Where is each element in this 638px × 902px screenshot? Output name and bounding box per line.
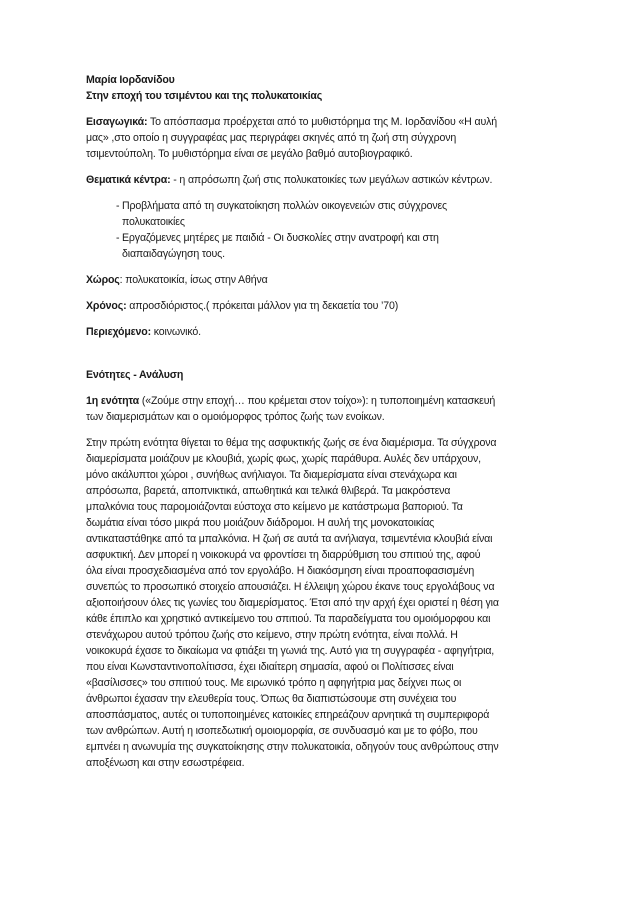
time-text: απροσδιόριστος.( πρόκειται μάλλον για τη δεκαετία του ’70) <box>126 300 399 312</box>
place-line <box>86 272 578 288</box>
analysis-line: στενάχωρου αυτού τρόπου ζωής στο κείμενο, στην πρώτη ενότητα, είναι πολλά. Η <box>86 629 458 641</box>
analysis-line: Στην πρώτη ενότητα θίγεται το θέμα της ασφυκτικής ζωής σε ένα διαμέρισμα. Τα σύγχρονα <box>86 437 497 449</box>
intro-line-1 <box>86 114 578 130</box>
analysis-line: των ανθρώπων. Αυτή η ισοπεδωτική ομοιομορφία, σε συνδυασμό και με το φόβο, που <box>86 725 478 737</box>
intro-section <box>86 114 578 162</box>
list-item <box>86 230 578 262</box>
analysis-line: όλα είναι προσχεδιασμένα από τον εργολάβο. Η διακόσμηση είναι προαποφασισμένη <box>86 565 475 577</box>
list-item-line-1: Προβλήματα από τη συγκατοίκηση πολλών οικογενειών στις σύγχρονες <box>122 200 447 212</box>
document-title: Στην εποχή του τσιμέντου και της πολυκατοικίας <box>86 90 323 102</box>
content-text: κοινωνικό. <box>151 326 201 338</box>
list-item-line-1: Εργαζόμενες μητέρες με παιδιά - Οι δυσκολίες στην ανατροφή και στη <box>122 232 439 244</box>
dash-bullet: - <box>116 200 120 212</box>
analysis-line: ασφυκτική. Δεν μπορεί η νοικοκυρά να φροντίσει τη διαρρύθμιση του σπιτιού της, αφού <box>86 549 481 561</box>
dash-bullet: - <box>116 232 120 244</box>
analysis-line: «βασίλισσες» του σπιτιού τους. Με ειρωνικό τρόπο η αφηγήτρια μας δείχνει πως οι <box>86 677 462 689</box>
content-line <box>86 324 578 340</box>
list-item <box>86 198 578 230</box>
analysis-line: που είναι Κωνσταντινοπολίτισσα, έχει ιδιαίτερη σημασία, αφού οι Πολίτισσες είναι <box>86 661 454 673</box>
section-1-text: («Ζούμε στην εποχή… που κρέμεται στον τοίχο»): η τυποποιημένη κατασκευή <box>139 395 496 407</box>
themes-list <box>86 198 578 262</box>
author-name: Μαρία Ιορδανίδου <box>86 74 175 86</box>
analysis-line: άνθρωποι έχασαν την ελευθερία τους. Όπως θα διαπιστώσουμε στη συνέχεια του <box>86 693 457 705</box>
themes-section <box>86 172 578 262</box>
analysis-line: απρόσωπα, βαρετά, αποπνικτικά, απωθητικά και τελικά θλιβερά. Τα μακρόστενα <box>86 485 451 497</box>
sections-heading: Ενότητες - Ανάλυση <box>86 369 184 381</box>
section-1-line-2: των διαμερισμάτων και ο ομοιόμορφος τρόπος ζωής των ενοίκων. <box>86 411 385 423</box>
intro-line-2: μας» ,στο οποίο η συγγραφέας μας περιγράφει σκηνές από τη ζωή στη σύγχρονη <box>86 132 457 144</box>
list-item-line-2: διαπαιδαγώγηση τους. <box>122 248 225 260</box>
themes-text: - η απρόσωπη ζωή στις πολυκατοικίες των μεγάλων αστικών κέντρων. <box>170 174 493 186</box>
analysis-line: διαμερίσματα μοιάζουν με κλουβιά, χωρίς φως, χωρίς παράθυρα. Αυλές δεν υπάρχουν, <box>86 453 481 465</box>
place-text: : πολυκατοικία, ίσως στην Αθήνα <box>119 274 268 286</box>
analysis-line: δωμάτια είναι τόσο μικρά που μοιάζουν διάδρομοι. Η αυλή της μονοκατοικίας <box>86 517 435 529</box>
analysis-line: εμπνέει η ανωνυμία της συγκατοίκησης στην πολυκατοικία, οδηγούν τους ανθρώπους στην <box>86 741 499 753</box>
analysis-line: μόνο ακάλυπτοι χώροι , συνήθως ανήλιαγοι. Τα διαμερίσματα είναι στενάχωρα και <box>86 469 457 481</box>
section-1-label: 1η ενότητα <box>86 395 140 407</box>
list-item-line-2: πολυκατοικίες <box>122 216 185 228</box>
intro-label: Εισαγωγικά: <box>86 116 148 128</box>
time-label: Χρόνος: <box>86 300 127 312</box>
place-label: Χώρος <box>86 274 120 286</box>
content-label: Περιεχόμενο: <box>86 326 151 338</box>
analysis-line: αποξένωση και στην εσωστρέφεια. <box>86 757 245 769</box>
analysis-line: αντικαταστάθηκε από τα μπαλκόνια. Η ζωή σε αυτά τα ανήλιαγα, τσιμεντένια κλουβιά είναι <box>86 533 493 545</box>
section-1-intro <box>86 393 578 425</box>
analysis-line: συνεπώς το προσωπικό στοιχείο απουσιάζει. Η έλλειψη χώρου έκανε τους εργολάβους να <box>86 581 495 593</box>
analysis-line: νοικοκυρά έχασε το δικαίωμα να φτιάξει τη γωνιά της. Αυτό για τη συγγραφέα - αφηγήτρια, <box>86 645 495 657</box>
analysis-line: κάθε έπιπλο και χρηστικό αντικείμενο του σπιτιού. Τα παραδείγματα του ομοιόμορφου και <box>86 613 491 625</box>
time-line <box>86 298 578 314</box>
analysis-paragraph <box>86 435 578 771</box>
themes-label: Θεματικά κέντρα: <box>86 174 171 186</box>
themes-line <box>86 172 578 188</box>
analysis-line: αξιοποιήσουν όλες τις γωνίες του διαμερίσματος. Έτσι από την αρχή έχει οριστεί η θέση για <box>86 597 499 609</box>
intro-line-3: τσιμεντούπολη. Το μυθιστόρημα είναι σε μεγάλο βαθμό αυτοβιογραφικό. <box>86 148 413 160</box>
analysis-line: αποσπάσματος, αυτές οι τυποποιημένες κατοικίες επηρεάζουν αρνητικά τη συμπεριφορά <box>86 709 490 721</box>
section-1-line-1 <box>86 393 578 409</box>
intro-text-1: Το απόσπασμα προέρχεται από το μυθιστόρημα της Μ. Ιορδανίδου «Η αυλή <box>147 116 497 128</box>
analysis-line: μπαλκόνια τους παρομοιάζονται εύστοχα στο κείμενο με κατάστρωμα βαποριού. Τα <box>86 501 463 513</box>
